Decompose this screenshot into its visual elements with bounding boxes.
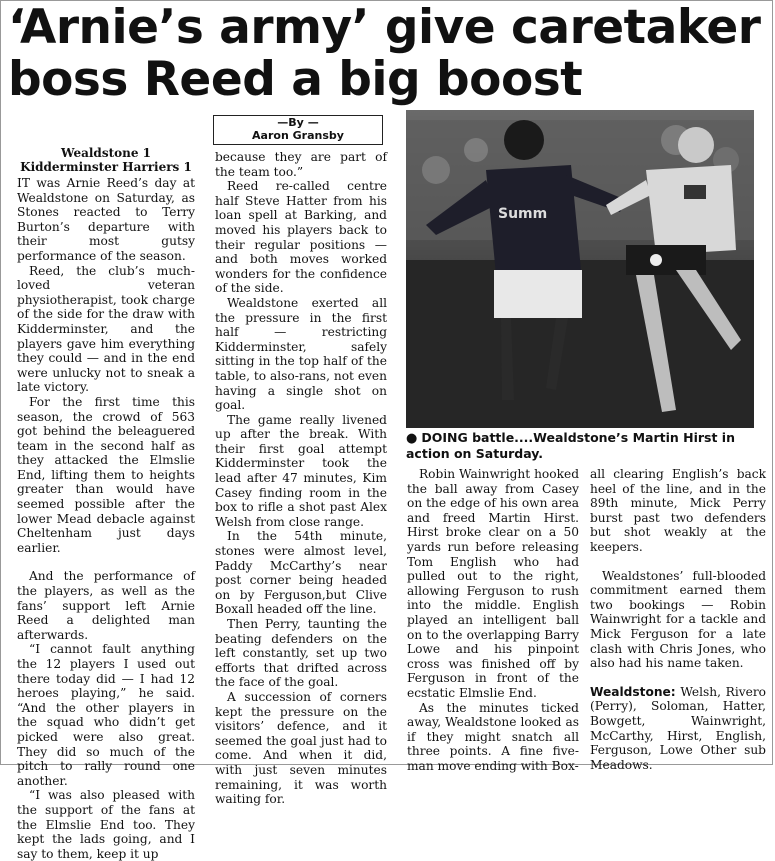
paragraph: Robin Wainwright hooked the ball away from Casey on the edge of his own area and freed Martin Hirst. Hirst broke clear on a 50 yards run before releasing Tom English who had pulled out to the right, allowing Ferguson to rush into the middle. English played an intelligent ball on to the overlapping Barry Lowe and his pinpoint cross was finished off by Ferguson in front of the ecstatic Elmslie End. xyxy=(407,467,579,700)
photo-caption xyxy=(406,430,762,461)
paragraph: The game really livened up after the break. With their first goal attempt Kidderminster took the lead after 47 minutes, Kim Casey finding room in the box to rifle a shot past Alex Welsh from close range. xyxy=(215,412,387,529)
byline-by: — By — xyxy=(214,116,382,129)
article-column-1 xyxy=(17,146,195,861)
team-lineup xyxy=(590,685,766,773)
byline xyxy=(213,115,383,145)
paragraph: Wealdstones’ full-blooded commitment earned them two bookings — Robin Wainwright for a tackle and Mick Ferguson for a late clash with Chris Jones, who also had his name taken. xyxy=(590,568,766,671)
paragraph: In the 54th minute, stones were almost level, Paddy McCarthy’s near post corner being headed on by Ferguson,but Clive Boxall headed off the line. xyxy=(215,529,387,617)
paragraph: Wealdstone exerted all the pressure in the first half — restricting Kidderminster, safely sitting in the top half of the table, to also-rans, not even having a single shot on goal. xyxy=(215,295,387,413)
article-column-4 xyxy=(590,467,766,772)
match-photo xyxy=(406,110,754,428)
byline-author: Aaron Gransby xyxy=(252,129,344,142)
paragraph: Reed re-called centre half Steve Hatter from his loan spell at Barking, and moved his players back to their regular positions — and both moves worked wonders for the confidence of the side. xyxy=(215,179,387,296)
paragraph: “I was also pleased with the support of the fans at the Elmslie End too. They kept the lads going, and I say to them, keep it up xyxy=(17,788,195,861)
match-score xyxy=(17,146,195,174)
paragraph: “I cannot fault anything the 12 players I used out there today did — I had 12 heroes playing,” he said. “And the other players in the squad who didn’t get picked were also great. They did so much of the pitch to rally round one another. xyxy=(17,642,195,788)
score-home: Wealdstone 1 xyxy=(60,146,152,160)
article-column-2 xyxy=(215,150,387,807)
caption-text: Wealdstone’s Martin Hirst in action on Saturday. xyxy=(406,430,735,461)
paragraph: A succession of corners kept the pressure on the visitors’ defence, and it seemed the goal just had to come. And when it did, with just seven minutes remaining, it was worth waiting for. xyxy=(215,689,387,807)
paragraph: IT was Arnie Reed’s day at Wealdstone on Saturday, as Stones reacted to Terry Burton’s departure with their most gutsy performance of the season. xyxy=(17,176,195,263)
article-column-3 xyxy=(407,467,579,773)
paragraph: As the minutes ticked away, Wealdstone looked as if they might snatch all three points. A fine five-man move ending with Box- xyxy=(407,700,579,773)
team-lineup-label: Wealdstone: xyxy=(590,684,676,699)
headline: ‘Arnie’s army’ give caretaker boss Reed a big boost xyxy=(8,0,761,107)
paragraph: all clearing English’s back heel of the line, and in the 89th minute, Mick Perry burst past two defenders but shot weakly at the keepers. xyxy=(590,467,766,554)
paragraph: Reed, the club’s much-loved veteran physiotherapist, took charge of the side for the draw with Kidderminster, and the players gave him everything they could — and in the end were unlucky not to sneak a late victory. xyxy=(17,263,195,395)
caption-lead: DOING battle.... xyxy=(421,430,534,445)
paragraph: because they are part of the team too.” xyxy=(215,150,387,179)
paragraph: For the first time this season, the crowd of 563 got behind the beleaguered team in the second half as they attacked the Elmslie End, lifting them to heights greater than would have seemed possible after the lower Mead debacle against Cheltenham just days earlier. xyxy=(17,394,195,555)
paragraph: And the performance of the players, as well as the fans’ support left Arnie Reed a delighted man afterwards. xyxy=(17,569,195,642)
paragraph: Then Perry, taunting the beating defenders on the left constantly, set up two efforts that drifted across the face of the goal. xyxy=(215,617,387,690)
bullet-icon: ● xyxy=(406,431,418,446)
photo-illustration xyxy=(406,110,754,428)
score-away: Kidderminster Harriers 1 xyxy=(20,160,192,174)
shirt-sponsor-text: Summ xyxy=(498,206,548,222)
team-lineup-text: Welsh, Rivero (Perry), Soloman, Hatter, Bowgett, Wainwright, McCarthy, Hirst, English, Ferguson, Lowe Other sub Meadows. xyxy=(590,684,766,772)
